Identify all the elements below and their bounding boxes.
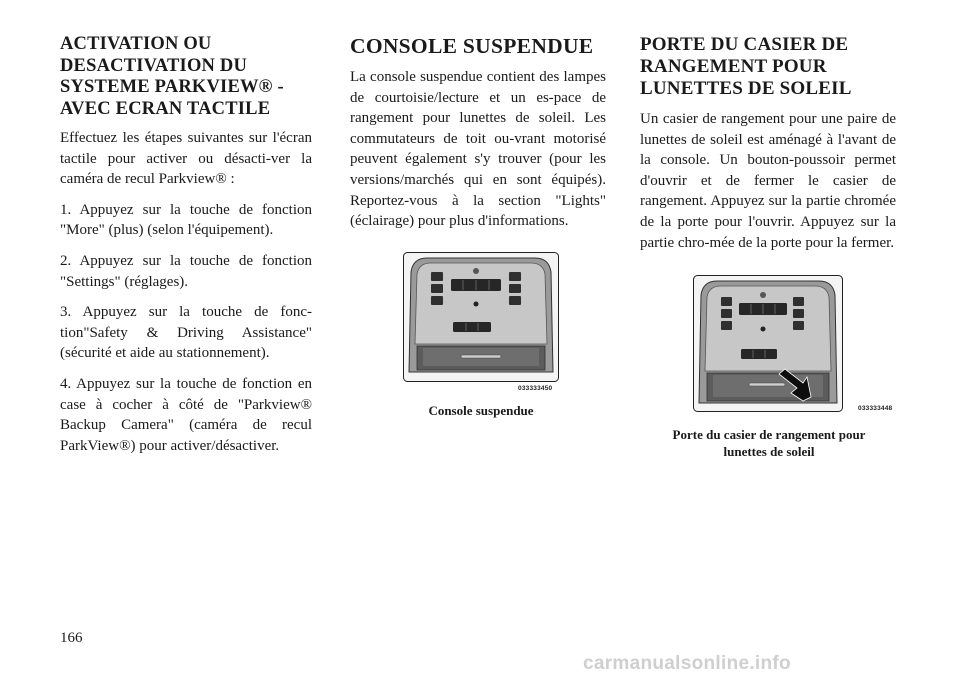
section-console <box>350 34 606 232</box>
console-body: La console suspendue contient des lampes de courtoisie/lecture et un es-pace de rangement pour lunettes de soleil. Les commutateurs de toit ou-vrant motorisé peuvent également s'y trouver (pour les versions/marchés qui en sont équipés). Reportez-vous à la section "Lights" (éclairage) pour plus d'informations. <box>350 69 606 230</box>
title-line: RANGEMENT POUR <box>640 56 827 77</box>
parkview-intro: Effectuez les étapes suivantes sur l'écran tactile pour activer ou désacti-ver la caméra de recul Parkview® : <box>60 130 312 188</box>
figure-caption-sunglass-bin <box>645 426 893 460</box>
title-line: AVEC ECRAN TACTILE <box>60 98 271 119</box>
caption-line: lunettes de soleil <box>723 444 815 459</box>
section-parkview <box>60 34 312 466</box>
title-line: PORTE DU CASIER DE <box>640 34 849 55</box>
title-line: ACTIVATION OU <box>60 34 212 54</box>
overhead-console-illustration <box>403 252 559 382</box>
section-title-sunglasses <box>640 34 896 100</box>
sunglass-bin-figure <box>693 275 893 412</box>
caption-line: Porte du casier de rangement pour <box>672 427 866 442</box>
sunglass-bin-illustration <box>693 275 843 412</box>
watermark: carmanualsonline.info <box>583 653 791 674</box>
title-line: SYSTEME PARKVIEW® - <box>60 77 284 97</box>
parkview-step-2: 2. Appuyez sur la touche de fonction "Settings" (réglages). <box>60 252 312 290</box>
section-title-console: CONSOLE SUSPENDUE <box>350 34 594 58</box>
parkview-step-3: 3. Appuyez sur la touche de fonc-tion"Safety & Driving Assistance" (sécurité et aide au stationnement). <box>60 304 312 362</box>
parkview-step-4: 4. Appuyez sur la touche de fonction en case à cocher à côté de "Parkview® Backup Camera" (caméra de recul ParkView®) pour activer/désactiver. <box>60 375 312 454</box>
parkview-step-1: 1. Appuyez sur la touche de fonction "More" (plus) (selon l'équipement). <box>60 201 312 239</box>
overhead-console-figure <box>403 252 559 392</box>
title-line: DESACTIVATION DU <box>60 55 248 76</box>
section-sunglasses <box>640 34 896 253</box>
section-title-parkview <box>60 34 312 120</box>
title-line: LUNETTES DE SOLEIL <box>640 78 852 99</box>
figure-id: 033333450 <box>518 385 553 392</box>
sunglasses-body: Un casier de rangement pour une paire de lunettes de soleil est aménagé à l'avant de la console. Un bouton-poussoir permet d'ouvrir et de fermer le casier de rangement. Appuyez sur la partie chromée de la porte pour l'ouvrir. Appuyez sur la partie chro-mée de la porte pour la fermer. <box>640 111 896 251</box>
page-number: 166 <box>60 630 83 646</box>
figure-id: 033333448 <box>858 405 893 412</box>
figure-caption-console: Console suspendue <box>428 403 534 418</box>
